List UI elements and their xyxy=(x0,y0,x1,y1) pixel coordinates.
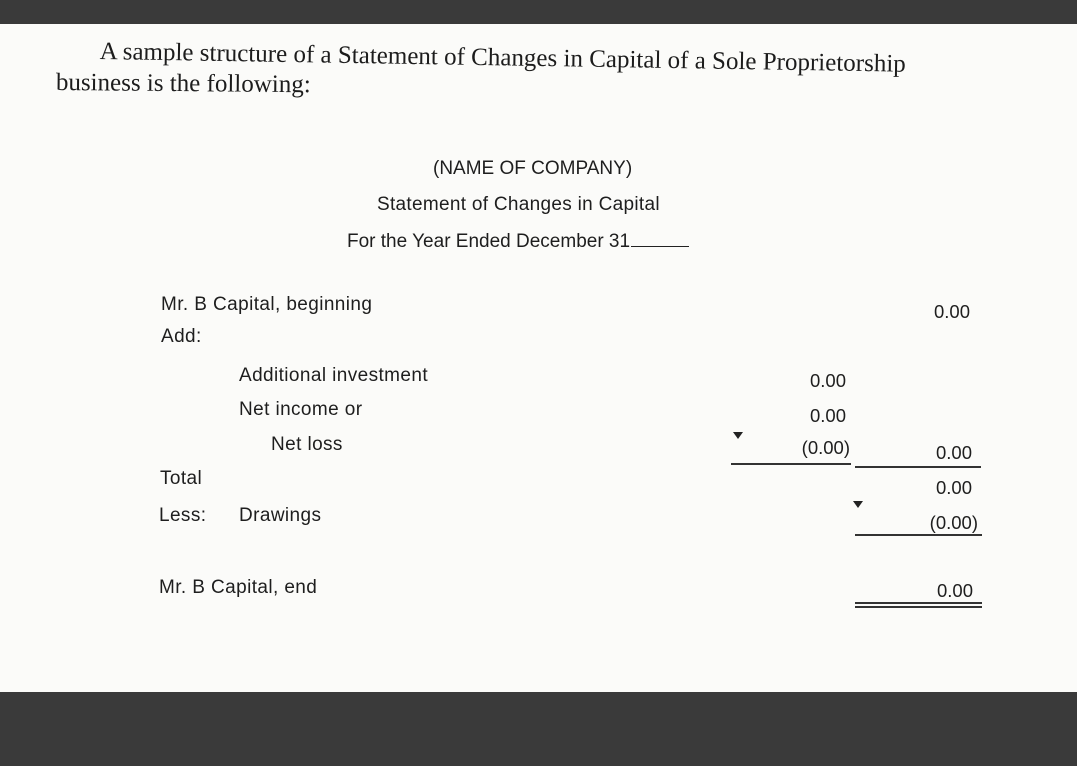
statement-title: Statement of Changes in Capital xyxy=(377,194,660,215)
drawings-amount: (0.00) xyxy=(929,512,978,533)
net-loss-label: Net loss xyxy=(271,434,343,455)
ending-capital-label: Mr. B Capital, end xyxy=(159,577,318,598)
add-label: Add: xyxy=(161,326,202,347)
top-frame-bar xyxy=(0,0,1077,24)
document-page xyxy=(0,24,1077,692)
drawings-label: Drawings xyxy=(239,505,322,526)
company-name: (NAME OF COMPANY) xyxy=(433,158,633,179)
beginning-capital-amount: 0.00 xyxy=(933,301,970,322)
drawings-underline xyxy=(855,534,982,536)
period-label: For the Year Ended December 31 xyxy=(347,231,631,252)
bottom-frame-bar xyxy=(0,692,1077,766)
marker-arrow-icon xyxy=(853,501,863,508)
period-year-blank xyxy=(631,229,689,247)
subtotal-underline xyxy=(731,463,851,465)
total-label: Total xyxy=(160,468,203,489)
less-label: Less: xyxy=(159,505,207,526)
net-change-subtotal: 0.00 xyxy=(935,442,972,463)
additional-investment-label: Additional investment xyxy=(239,365,429,386)
subtotal-underline-right xyxy=(855,466,981,468)
marker-arrow-icon xyxy=(733,432,743,439)
net-loss-amount: (0.00) xyxy=(801,437,850,458)
intro-text-line-2: business is the following: xyxy=(55,69,311,99)
net-income-label: Net income or xyxy=(239,399,363,420)
total-amount: 0.00 xyxy=(935,477,972,498)
additional-investment-amount: 0.00 xyxy=(809,370,846,391)
net-income-amount: 0.00 xyxy=(809,405,846,426)
ending-double-underline-top xyxy=(855,602,982,604)
statement-period xyxy=(347,229,689,253)
ending-capital-amount: 0.00 xyxy=(936,580,973,601)
beginning-capital-label: Mr. B Capital, beginning xyxy=(161,294,373,315)
intro-text-line-1: A sample structure of a Statement of Changes in Capital of a Sole Proprietorship xyxy=(99,38,906,78)
ending-double-underline-bottom xyxy=(855,606,982,608)
